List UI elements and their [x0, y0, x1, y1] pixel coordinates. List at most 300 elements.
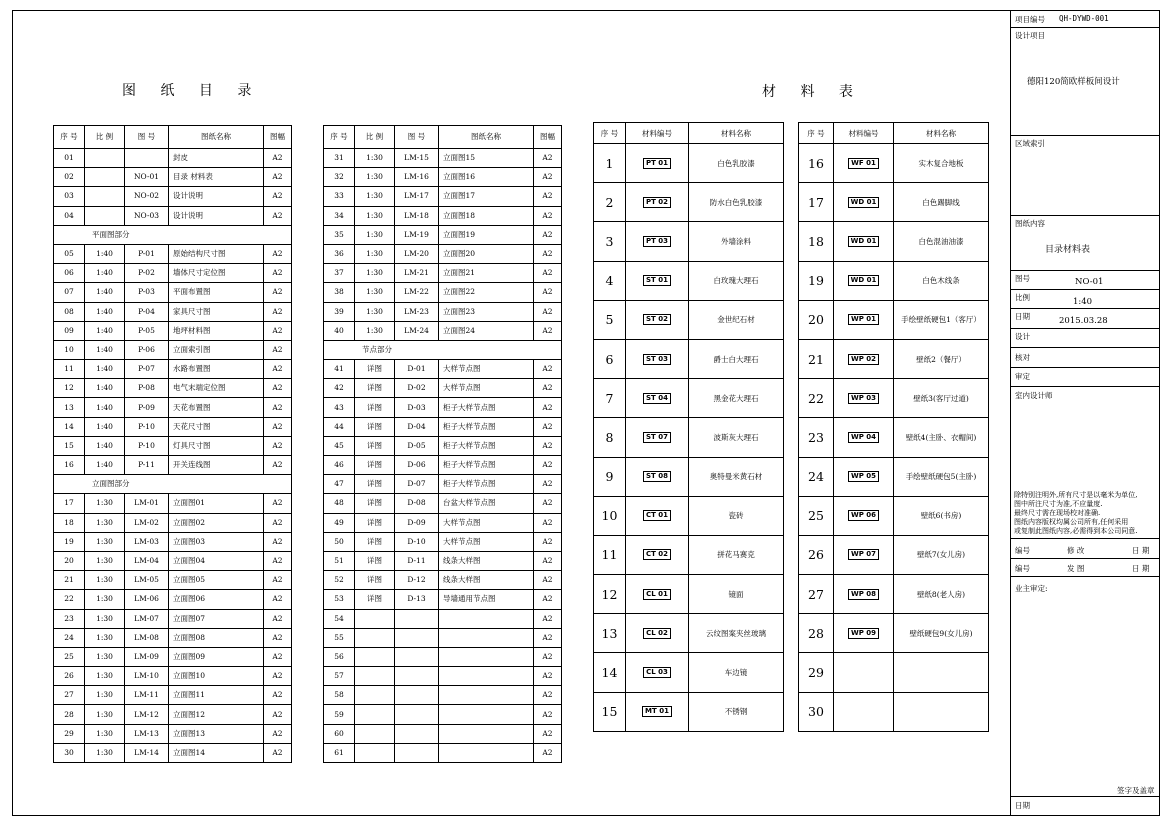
- drawing-no: 34: [324, 206, 355, 225]
- table-row: [54, 724, 292, 743]
- material-no: 10: [594, 496, 626, 535]
- table-row: [799, 222, 989, 261]
- drawing-size: A2: [264, 187, 292, 206]
- drawing-scale: 1:30: [355, 244, 395, 263]
- drawing-size: A2: [534, 609, 562, 628]
- table-row: [324, 206, 562, 225]
- drawing-no: 19: [54, 532, 85, 551]
- drawing-scale: 1:30: [355, 225, 395, 244]
- drawing-scale: 详图: [355, 551, 395, 570]
- material-list-title: 材 料 表: [762, 84, 863, 100]
- drawing-size: A2: [534, 513, 562, 532]
- drawing-scale: 1:30: [85, 590, 125, 609]
- section-label: 节点部分: [324, 340, 562, 359]
- table-row: [799, 144, 989, 183]
- drawing-no: 26: [54, 667, 85, 686]
- drawing-code: D-05: [395, 436, 439, 455]
- drawing-code: P-04: [125, 302, 169, 321]
- drawing-name: 柜子大样节点图: [439, 398, 534, 417]
- material-code-cell: [626, 692, 689, 731]
- material-code-tag: WP 04: [848, 432, 879, 443]
- table-row: [324, 456, 562, 475]
- drawing-no: 06: [54, 264, 85, 283]
- drawing-name: 立面图13: [169, 724, 264, 743]
- table-row: [324, 264, 562, 283]
- material-no: 29: [799, 653, 834, 692]
- drawing-no: 27: [54, 686, 85, 705]
- drawing-name: [439, 705, 534, 724]
- drawing-size: A2: [264, 705, 292, 724]
- material-code-tag: ST 07: [643, 432, 671, 443]
- drawing-name: 家具尺寸图: [169, 302, 264, 321]
- drawing-scale: 1:30: [85, 667, 125, 686]
- drawing-name: 地坪材料图: [169, 321, 264, 340]
- table-row: [54, 379, 292, 398]
- issue-row: [1011, 559, 1160, 577]
- table-row: [54, 321, 292, 340]
- drawing-no: 48: [324, 494, 355, 513]
- drawing-code: P-10: [125, 436, 169, 455]
- material-code-tag: WP 03: [848, 393, 879, 404]
- header-scale: 比 例: [85, 126, 125, 149]
- material-code-cell: [626, 496, 689, 535]
- drawing-name: 原始结构尺寸图: [169, 244, 264, 263]
- drawing-scale: 详图: [355, 571, 395, 590]
- revision-date-label: 日 期: [1132, 546, 1150, 555]
- material-code-tag: PT 01: [643, 158, 671, 169]
- drawing-size: A2: [534, 187, 562, 206]
- material-code-cell: [626, 261, 689, 300]
- revision-label: 修 改: [1067, 546, 1085, 555]
- date-value: 2015.03.28: [1059, 316, 1108, 326]
- drawing-no: 23: [54, 609, 85, 628]
- drawing-size: A2: [534, 647, 562, 666]
- material-code-tag: ST 02: [643, 314, 671, 325]
- drawing-scale: 详图: [355, 494, 395, 513]
- material-code-tag: WD 01: [848, 197, 880, 208]
- drawing-no: 02: [54, 168, 85, 187]
- drawing-code: LM-02: [125, 513, 169, 532]
- drawing-code: D-13: [395, 590, 439, 609]
- table-row: [594, 339, 784, 378]
- drawing-scale: 1:40: [85, 436, 125, 455]
- table-row: [54, 168, 292, 187]
- drawing-scale: [85, 206, 125, 225]
- drawing-code: [125, 149, 169, 168]
- drawing-no: 11: [54, 360, 85, 379]
- material-code-cell: [834, 653, 894, 692]
- drawing-size: A2: [264, 456, 292, 475]
- table-row: [54, 667, 292, 686]
- note-line: 除特别注明外,所有尺寸是以毫米为单位,: [1014, 491, 1138, 499]
- table-row: [324, 513, 562, 532]
- drawing-code: LM-17: [395, 187, 439, 206]
- drawing-name: 立面图14: [169, 743, 264, 762]
- drawing-name: 立面图04: [169, 551, 264, 570]
- drawing-size: A2: [534, 551, 562, 570]
- material-name: 爵士白大理石: [689, 339, 784, 378]
- material-code-tag: WP 08: [848, 589, 879, 600]
- note-line: 最终尺寸需在现场校对准确.: [1014, 509, 1101, 517]
- material-name: 手绘壁纸硬包5(主卧): [894, 457, 989, 496]
- drawing-size: A2: [534, 590, 562, 609]
- area-index-row: [1011, 136, 1160, 216]
- date-row: [1011, 309, 1160, 329]
- table-row: [799, 692, 989, 731]
- material-code-tag: CL 01: [643, 589, 671, 600]
- table-row: [324, 417, 562, 436]
- drawing-no: 46: [324, 456, 355, 475]
- drawing-scale: 1:40: [85, 340, 125, 359]
- drawing-code: LM-19: [395, 225, 439, 244]
- table-row: [324, 475, 562, 494]
- drawing-size: A2: [534, 532, 562, 551]
- drawing-scale: 1:40: [85, 244, 125, 263]
- drawing-scale: 1:40: [85, 283, 125, 302]
- drawing-size: A2: [264, 283, 292, 302]
- drawing-code: NO-02: [125, 187, 169, 206]
- table-row: [324, 724, 562, 743]
- material-no: 17: [799, 183, 834, 222]
- table-row: [54, 340, 292, 359]
- material-code-cell: [834, 339, 894, 378]
- drawing-scale: 1:30: [85, 705, 125, 724]
- drawing-name: 立面图23: [439, 302, 534, 321]
- drawing-code: D-04: [395, 417, 439, 436]
- drawing-code: LM-22: [395, 283, 439, 302]
- designer-label: 室内设计师: [1015, 391, 1053, 400]
- drawing-name: 墙体尺寸定位图: [169, 264, 264, 283]
- drawing-size: A2: [264, 398, 292, 417]
- table-row: [324, 283, 562, 302]
- drawing-name: 灯具尺寸图: [169, 436, 264, 455]
- material-code-tag: WP 09: [848, 628, 879, 639]
- material-name: 奥特曼米黄石材: [689, 457, 784, 496]
- drawing-code: [395, 609, 439, 628]
- material-code-cell: [834, 418, 894, 457]
- drawing-size: A2: [534, 168, 562, 187]
- drawing-scale: 1:40: [85, 302, 125, 321]
- material-name: 手绘壁纸硬包1（客厅）: [894, 300, 989, 339]
- material-code-cell: [626, 300, 689, 339]
- drawing-name: 导墙通用节点图: [439, 590, 534, 609]
- material-no: 15: [594, 692, 626, 731]
- drawing-scale: [355, 647, 395, 666]
- drawing-code: LM-01: [125, 494, 169, 513]
- drawing-scale: 详图: [355, 456, 395, 475]
- drawing-no: 12: [54, 379, 85, 398]
- material-no: 18: [799, 222, 834, 261]
- drawing-no: 33: [324, 187, 355, 206]
- drawing-name: 柜子大样节点图: [439, 417, 534, 436]
- date-label: 日期: [1015, 312, 1030, 321]
- drawing-size: A2: [534, 571, 562, 590]
- drawing-scale: 详图: [355, 417, 395, 436]
- table-row: [594, 300, 784, 339]
- drawing-code: P-02: [125, 264, 169, 283]
- section-row: [54, 225, 292, 244]
- material-code-tag: MT 01: [642, 706, 672, 717]
- section-label: 立面图部分: [54, 475, 292, 494]
- table-row: [594, 418, 784, 457]
- drawing-no: 22: [54, 590, 85, 609]
- drawing-scale: [355, 705, 395, 724]
- table-row: [594, 496, 784, 535]
- material-name: 金世纪石材: [689, 300, 784, 339]
- drawing-scale: 详图: [355, 513, 395, 532]
- drawing-list-table-right: [323, 125, 562, 763]
- drawing-name: 封皮: [169, 149, 264, 168]
- drawing-scale: 1:40: [85, 264, 125, 283]
- material-code-tag: WF 01: [848, 158, 879, 169]
- table-row: [324, 686, 562, 705]
- check-label: 核对: [1015, 353, 1030, 362]
- drawing-no: NO-01: [1075, 277, 1104, 287]
- drawing-code: D-06: [395, 456, 439, 475]
- material-no: 11: [594, 535, 626, 574]
- drawing-code: LM-24: [395, 321, 439, 340]
- drawing-size: A2: [534, 456, 562, 475]
- material-no: 13: [594, 614, 626, 653]
- design-row: [1011, 329, 1160, 348]
- header-size: 图幅: [534, 126, 562, 149]
- material-code-cell: [626, 144, 689, 183]
- design-item-label: 设计项目: [1015, 31, 1045, 40]
- drawing-code: LM-20: [395, 244, 439, 263]
- drawing-code: LM-12: [125, 705, 169, 724]
- drawing-no: 08: [54, 302, 85, 321]
- material-no: 16: [799, 144, 834, 183]
- table-row: [324, 532, 562, 551]
- drawing-no: 24: [54, 628, 85, 647]
- drawing-name: 立面图20: [439, 244, 534, 263]
- drawing-no: 07: [54, 283, 85, 302]
- drawing-name: 立面图12: [169, 705, 264, 724]
- material-code-tag: WD 01: [848, 236, 880, 247]
- material-code-cell: [834, 457, 894, 496]
- drawing-no: 51: [324, 551, 355, 570]
- drawing-size: A2: [264, 724, 292, 743]
- table-row: [324, 436, 562, 455]
- table-row: [54, 283, 292, 302]
- drawing-name: 立面图24: [439, 321, 534, 340]
- drawing-scale: 1:30: [85, 686, 125, 705]
- table-row: [54, 551, 292, 570]
- material-name: 白色踢脚线: [894, 183, 989, 222]
- drawing-size: A2: [534, 398, 562, 417]
- drawing-scale: 1:30: [85, 743, 125, 762]
- table-row: [324, 321, 562, 340]
- drawing-no: 61: [324, 743, 355, 762]
- design-label: 设计: [1015, 332, 1030, 341]
- header-no: 序 号: [54, 126, 85, 149]
- design-item-row: [1011, 28, 1160, 136]
- material-name: 波斯灰大理石: [689, 418, 784, 457]
- drawing-no: 09: [54, 321, 85, 340]
- drawing-name: 立面图05: [169, 571, 264, 590]
- drawing-scale: 1:30: [355, 321, 395, 340]
- drawing-no: 14: [54, 417, 85, 436]
- table-row: [324, 398, 562, 417]
- drawing-no: 17: [54, 494, 85, 513]
- material-no: 30: [799, 692, 834, 731]
- material-code-cell: [626, 457, 689, 496]
- drawing-code: [395, 686, 439, 705]
- table-row: [594, 222, 784, 261]
- table-row: [799, 300, 989, 339]
- material-name: 黑金花大理石: [689, 379, 784, 418]
- material-code-tag: WP 06: [848, 510, 879, 521]
- material-no: 24: [799, 457, 834, 496]
- drawing-no: 52: [324, 571, 355, 590]
- drawing-code: NO-01: [125, 168, 169, 187]
- material-no: 9: [594, 457, 626, 496]
- table-row: [324, 609, 562, 628]
- header-code: 图 号: [125, 126, 169, 149]
- material-code-cell: [626, 653, 689, 692]
- table-row: [324, 743, 562, 762]
- header-size: 图幅: [264, 126, 292, 149]
- table-row: [324, 647, 562, 666]
- material-name: 白色乳胶漆: [689, 144, 784, 183]
- material-code-cell: [834, 692, 894, 731]
- drawing-code: D-10: [395, 532, 439, 551]
- drawing-size: A2: [534, 705, 562, 724]
- drawing-name: 立面图08: [169, 628, 264, 647]
- drawing-size: A2: [264, 417, 292, 436]
- table-row: [324, 551, 562, 570]
- material-code-cell: [626, 183, 689, 222]
- drawing-scale: [85, 187, 125, 206]
- drawing-scale: 详图: [355, 590, 395, 609]
- notes: [1014, 491, 1137, 536]
- drawing-size: A2: [534, 436, 562, 455]
- header-material-name: 材料名称: [689, 123, 784, 144]
- drawing-scale: [355, 686, 395, 705]
- drawing-code: P-10: [125, 417, 169, 436]
- drawing-size: A2: [534, 494, 562, 513]
- drawing-scale: 1:40: [85, 398, 125, 417]
- drawing-code: [395, 743, 439, 762]
- table-row: [54, 494, 292, 513]
- material-no: 26: [799, 535, 834, 574]
- material-code-cell: [834, 614, 894, 653]
- drawing-code: D-07: [395, 475, 439, 494]
- table-row: [54, 513, 292, 532]
- drawing-no: 44: [324, 417, 355, 436]
- note-line: 或复制此图纸内容,必需得到本公司同意.: [1014, 527, 1138, 535]
- drawing-code: LM-03: [125, 532, 169, 551]
- header-material-code: 材料编号: [626, 123, 689, 144]
- header-no: 序 号: [594, 123, 626, 144]
- material-no: 28: [799, 614, 834, 653]
- table-row: [799, 496, 989, 535]
- drawing-scale: 1:30: [355, 206, 395, 225]
- drawing-no: 01: [54, 149, 85, 168]
- drawing-size: A2: [264, 667, 292, 686]
- review-label: 审定: [1015, 372, 1030, 381]
- material-list-table-left: [593, 122, 784, 732]
- drawing-no: 49: [324, 513, 355, 532]
- table-row: [54, 398, 292, 417]
- header-scale: 比 例: [355, 126, 395, 149]
- drawing-size: A2: [534, 283, 562, 302]
- drawing-code: P-01: [125, 244, 169, 263]
- table-row: [799, 339, 989, 378]
- drawing-code: P-08: [125, 379, 169, 398]
- table-row: [54, 264, 292, 283]
- material-name: [894, 653, 989, 692]
- material-code-cell: [834, 496, 894, 535]
- drawing-code: D-02: [395, 379, 439, 398]
- drawing-code: LM-10: [125, 667, 169, 686]
- material-name: 壁纸8(老人房): [894, 575, 989, 614]
- table-row: [54, 206, 292, 225]
- drawing-scale: 1:30: [355, 264, 395, 283]
- material-code-cell: [626, 614, 689, 653]
- material-code-tag: PT 03: [643, 236, 671, 247]
- material-no: 1: [594, 144, 626, 183]
- drawing-scale: 1:30: [355, 168, 395, 187]
- drawing-no: 03: [54, 187, 85, 206]
- check-row: [1011, 348, 1160, 368]
- drawing-name: 立面图22: [439, 283, 534, 302]
- drawing-scale: 1:40: [85, 417, 125, 436]
- drawing-size: A2: [264, 149, 292, 168]
- drawing-code: P-11: [125, 456, 169, 475]
- material-name: 白色木线条: [894, 261, 989, 300]
- drawing-no: 39: [324, 302, 355, 321]
- drawing-size: A2: [264, 436, 292, 455]
- drawing-code: P-07: [125, 360, 169, 379]
- table-row: [54, 590, 292, 609]
- issue-label: 发 图: [1067, 564, 1085, 573]
- header-no: 序 号: [799, 123, 834, 144]
- table-row: [594, 535, 784, 574]
- table-row: [594, 457, 784, 496]
- drawing-code: LM-09: [125, 647, 169, 666]
- drawing-name: 线条大样图: [439, 551, 534, 570]
- drawing-name: 设计说明: [169, 206, 264, 225]
- drawing-size: A2: [534, 360, 562, 379]
- drawing-code: P-06: [125, 340, 169, 359]
- drawing-name: 柜子大样节点图: [439, 436, 534, 455]
- drawing-name: 目录 材料表: [169, 168, 264, 187]
- drawing-name: 大样节点图: [439, 532, 534, 551]
- signature-label: 签字及盖章: [1117, 786, 1155, 795]
- drawing-code: LM-04: [125, 551, 169, 570]
- drawing-code: D-08: [395, 494, 439, 513]
- drawing-code: LM-16: [395, 168, 439, 187]
- drawing-name: 柜子大样节点图: [439, 475, 534, 494]
- material-code-cell: [834, 183, 894, 222]
- drawing-name: 天花布置图: [169, 398, 264, 417]
- drawing-name: 电气末端定位图: [169, 379, 264, 398]
- drawing-size: A2: [264, 628, 292, 647]
- material-name: 壁纸2（餐厅）: [894, 339, 989, 378]
- material-no: 20: [799, 300, 834, 339]
- drawing-no: 41: [324, 360, 355, 379]
- drawing-code: NO-03: [125, 206, 169, 225]
- section-label: 平面图部分: [54, 225, 292, 244]
- table-row: [594, 575, 784, 614]
- table-row: [54, 417, 292, 436]
- drawing-name: 平面布置图: [169, 283, 264, 302]
- drawing-scale: [355, 743, 395, 762]
- drawing-size: A2: [534, 225, 562, 244]
- table-row: [594, 614, 784, 653]
- drawing-scale: 详图: [355, 532, 395, 551]
